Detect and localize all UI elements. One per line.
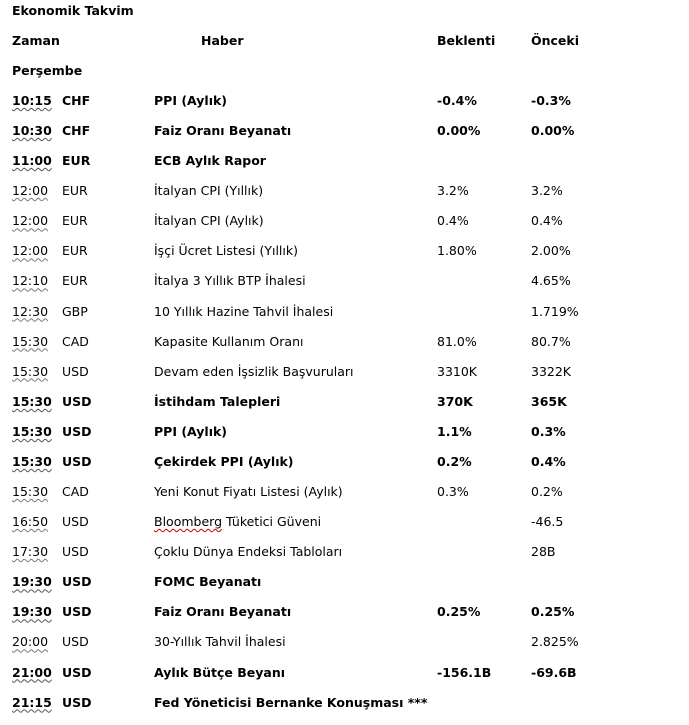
event-expected: 0.00% bbox=[437, 123, 481, 139]
table-row bbox=[0, 153, 689, 183]
event-expected: 0.4% bbox=[437, 213, 469, 229]
event-currency: USD bbox=[62, 393, 92, 409]
event-time: 10:30 bbox=[12, 123, 52, 139]
event-expected: 0.25% bbox=[437, 604, 481, 620]
event-previous: 2.825% bbox=[531, 634, 579, 650]
event-name: Fed Yöneticisi Bernanke Konuşması *** bbox=[154, 694, 428, 710]
event-currency: USD bbox=[62, 634, 89, 650]
header-time: Zaman bbox=[12, 33, 60, 48]
table-row bbox=[0, 544, 689, 574]
event-name: Devam eden İşsizlik Başvuruları bbox=[154, 363, 354, 379]
event-name: Yeni Konut Fiyatı Listesi (Aylık) bbox=[154, 484, 343, 500]
event-currency: EUR bbox=[62, 153, 91, 169]
day-label: Perşembe bbox=[12, 63, 83, 78]
event-time: 19:30 bbox=[12, 604, 52, 620]
event-name: ECB Aylık Rapor bbox=[154, 153, 266, 169]
event-previous: 4.65% bbox=[531, 273, 571, 289]
event-time: 12:00 bbox=[12, 243, 49, 259]
event-expected: 0.2% bbox=[437, 453, 472, 469]
event-previous: 3322K bbox=[531, 363, 572, 379]
event-currency: CHF bbox=[62, 123, 91, 139]
event-time: 12:10 bbox=[12, 273, 49, 289]
event-time: 11:00 bbox=[12, 153, 52, 169]
event-currency: USD bbox=[62, 514, 89, 530]
header-previous: Önceki bbox=[531, 33, 580, 48]
event-time: 10:15 bbox=[12, 93, 52, 108]
event-name: Çekirdek PPI (Aylık) bbox=[154, 453, 294, 469]
event-expected: 3310K bbox=[437, 363, 478, 379]
event-name: Bloomberg Tüketici Güveni bbox=[154, 514, 322, 530]
event-currency: EUR bbox=[62, 213, 88, 229]
event-time: 19:30 bbox=[12, 574, 52, 590]
event-name: 10 Yıllık Hazine Tahvil İhalesi bbox=[154, 303, 334, 319]
table-row bbox=[0, 213, 689, 243]
event-expected: 1.80% bbox=[437, 243, 477, 259]
event-time: 15:30 bbox=[12, 333, 49, 349]
event-previous: 80.7% bbox=[531, 333, 571, 349]
event-currency: USD bbox=[62, 664, 92, 680]
table-row bbox=[0, 364, 689, 394]
table-row bbox=[0, 243, 689, 273]
event-previous: 0.2% bbox=[531, 484, 563, 500]
event-name: Faiz Oranı Beyanatı bbox=[154, 123, 292, 139]
event-name: Aylık Bütçe Beyanı bbox=[154, 664, 286, 680]
event-time: 12:00 bbox=[12, 183, 49, 199]
event-time: 21:15 bbox=[12, 694, 52, 710]
event-name: İtalya 3 Yıllık BTP İhalesi bbox=[154, 273, 306, 289]
table-row bbox=[0, 334, 689, 364]
event-name: Faiz Oranı Beyanatı bbox=[154, 604, 292, 620]
table-row bbox=[0, 695, 689, 725]
event-previous: -0.3% bbox=[531, 93, 571, 108]
event-name: İşçi Ücret Listesi (Yıllık) bbox=[154, 243, 298, 259]
event-currency: USD bbox=[62, 544, 89, 560]
table-row bbox=[0, 123, 689, 153]
event-expected: 370K bbox=[437, 393, 473, 409]
event-name: İtalyan CPI (Aylık) bbox=[154, 213, 264, 229]
table-row bbox=[0, 454, 689, 484]
event-previous: 0.4% bbox=[531, 213, 563, 229]
table-row bbox=[0, 424, 689, 454]
event-time: 15:30 bbox=[12, 453, 52, 469]
event-previous: 2.00% bbox=[531, 243, 571, 259]
event-name: Çoklu Dünya Endeksi Tabloları bbox=[154, 544, 343, 560]
event-currency: USD bbox=[62, 694, 92, 710]
event-name: İstihdam Talepleri bbox=[154, 393, 281, 409]
event-previous: 28B bbox=[531, 544, 556, 560]
event-expected: 1.1% bbox=[437, 423, 472, 439]
header-event: Haber bbox=[201, 33, 244, 48]
event-name: PPI (Aylık) bbox=[154, 93, 228, 108]
event-currency: USD bbox=[62, 604, 92, 620]
event-previous: 0.4% bbox=[531, 453, 566, 469]
event-previous: 0.3% bbox=[531, 423, 566, 439]
event-currency: GBP bbox=[62, 303, 88, 319]
table-row bbox=[0, 665, 689, 695]
event-currency: USD bbox=[62, 453, 92, 469]
table-row bbox=[0, 273, 689, 303]
event-previous: 365K bbox=[531, 393, 567, 409]
event-name: PPI (Aylık) bbox=[154, 423, 228, 439]
table-row bbox=[0, 634, 689, 664]
event-name: 30-Yıllık Tahvil İhalesi bbox=[154, 634, 286, 650]
event-time: 21:00 bbox=[12, 664, 52, 680]
table-row bbox=[0, 604, 689, 634]
event-expected: 81.0% bbox=[437, 333, 477, 349]
event-expected: 3.2% bbox=[437, 183, 469, 199]
event-currency: USD bbox=[62, 574, 92, 590]
event-currency: USD bbox=[62, 423, 92, 439]
event-currency: EUR bbox=[62, 183, 88, 199]
table-row bbox=[0, 304, 689, 334]
event-expected: 0.3% bbox=[437, 484, 469, 500]
event-time: 15:30 bbox=[12, 393, 52, 409]
event-time: 17:30 bbox=[12, 544, 49, 560]
table-row bbox=[0, 183, 689, 213]
page-title: Ekonomik Takvim bbox=[12, 3, 134, 18]
event-currency: CAD bbox=[62, 484, 89, 500]
event-time: 12:00 bbox=[12, 213, 49, 229]
event-name: İtalyan CPI (Yıllık) bbox=[154, 183, 264, 199]
event-currency: CAD bbox=[62, 333, 89, 349]
header-expected: Beklenti bbox=[437, 33, 496, 48]
event-time: 12:30 bbox=[12, 303, 49, 319]
event-previous: 3.2% bbox=[531, 183, 563, 199]
table-row bbox=[0, 394, 689, 424]
event-currency: EUR bbox=[62, 273, 88, 289]
event-currency: EUR bbox=[62, 243, 88, 259]
event-time: 15:30 bbox=[12, 363, 49, 379]
event-currency: CHF bbox=[62, 93, 91, 108]
table-row bbox=[0, 514, 689, 544]
event-previous: 0.25% bbox=[531, 604, 575, 620]
event-name: FOMC Beyanatı bbox=[154, 574, 262, 590]
event-time: 16:50 bbox=[12, 514, 49, 530]
event-time: 20:00 bbox=[12, 634, 49, 650]
table-row bbox=[0, 574, 689, 604]
event-previous: 1.719% bbox=[531, 303, 579, 319]
event-previous: -69.6B bbox=[531, 664, 577, 680]
event-expected: -0.4% bbox=[437, 93, 477, 108]
event-time: 15:30 bbox=[12, 484, 49, 500]
table-row bbox=[0, 484, 689, 514]
event-previous: -46.5 bbox=[531, 514, 564, 530]
event-time: 15:30 bbox=[12, 423, 52, 439]
table-row bbox=[0, 93, 689, 123]
event-name: Kapasite Kullanım Oranı bbox=[154, 333, 304, 349]
event-previous: 0.00% bbox=[531, 123, 575, 139]
event-currency: USD bbox=[62, 363, 89, 379]
event-expected: -156.1B bbox=[437, 664, 492, 680]
